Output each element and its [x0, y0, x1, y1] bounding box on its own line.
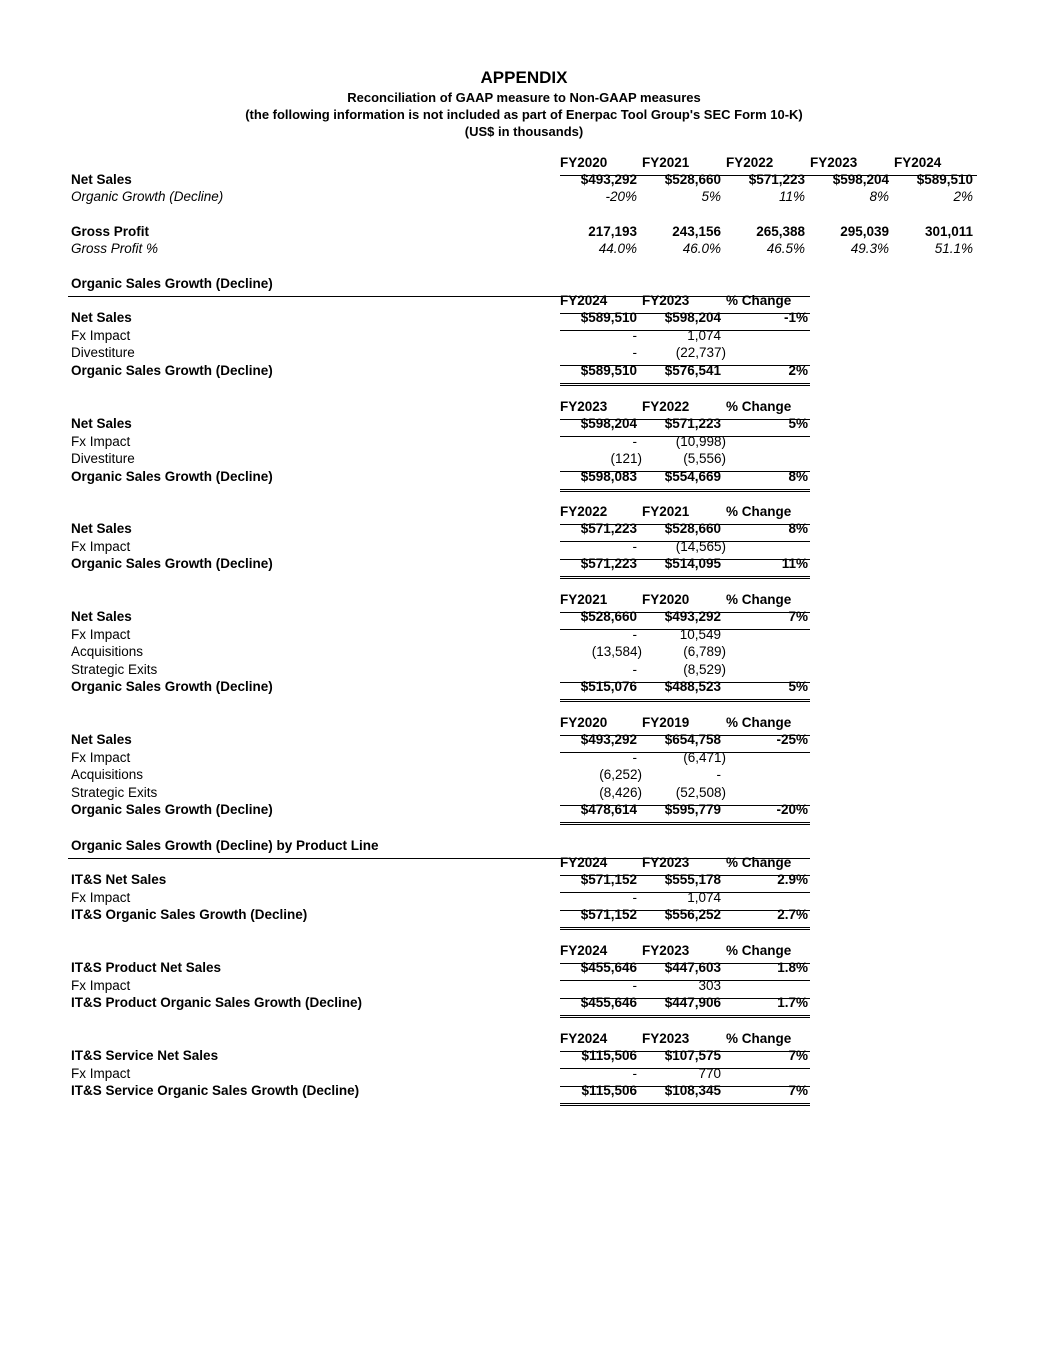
- block-row-label: Divestiture: [71, 451, 135, 467]
- block-row-label: Acquisitions: [71, 644, 144, 660]
- block-cell: 8%: [788, 468, 808, 484]
- block-column-header: FY2022: [642, 399, 690, 414]
- summary-cell: 2%: [953, 189, 973, 204]
- summary-cell: 46.0%: [682, 241, 721, 256]
- block-total-underline: [560, 927, 810, 928]
- block-cell: 7%: [788, 609, 808, 625]
- summary-cell: 217,193: [588, 224, 637, 239]
- block-cell: $455,646: [580, 995, 637, 1011]
- block-cell: $589,510: [580, 362, 637, 378]
- block-total-underline: [560, 1015, 810, 1016]
- block-cell: $555,178: [664, 872, 721, 888]
- block-cell: $595,779: [664, 802, 721, 817]
- block-cell: $515,076: [580, 679, 637, 694]
- block-cell: $571,152: [580, 872, 637, 888]
- summary-cell: 49.3%: [850, 241, 889, 256]
- summary-row-label: Gross Profit %: [71, 241, 159, 256]
- block-cell: 5%: [788, 416, 808, 432]
- block-cell: $493,292: [580, 732, 637, 748]
- block-row-label: IT&S Net Sales: [71, 872, 167, 888]
- block-cell: (6,252): [599, 767, 642, 783]
- block-cell: (8,426): [599, 784, 642, 800]
- block-column-header: % Change: [726, 1031, 792, 1046]
- block-cell: 2.7%: [777, 907, 808, 923]
- block-total-double-underline: [560, 385, 810, 386]
- block-cell: $571,223: [580, 521, 637, 537]
- block-total-underline: [560, 1103, 810, 1104]
- block-row-label: Fx Impact: [71, 327, 131, 343]
- block-row-label: Fx Impact: [71, 433, 131, 449]
- block-column-header: FY2023: [642, 293, 690, 308]
- block-cell: (121): [610, 451, 642, 467]
- block-cell: (13,584): [591, 644, 642, 660]
- block-cell: -: [632, 345, 637, 361]
- block-row-label: Organic Sales Growth (Decline): [71, 362, 273, 378]
- summary-cell: 46.5%: [766, 241, 805, 256]
- block-total-double-underline: [560, 929, 810, 930]
- block-cell: (52,508): [675, 784, 726, 800]
- summary-year-header: FY2024: [894, 155, 942, 170]
- block-cell: 8%: [788, 521, 808, 537]
- block-column-header: FY2023: [642, 943, 690, 958]
- block-cell: -: [632, 538, 637, 554]
- block-cell: 1,074: [687, 889, 721, 905]
- block-row-label: Divestiture: [71, 345, 135, 361]
- summary-year-header: FY2020: [560, 155, 608, 170]
- block-column-header: FY2024: [560, 293, 608, 308]
- block-cell: $488,523: [664, 679, 721, 694]
- block-row-label: Organic Sales Growth (Decline): [71, 556, 273, 572]
- page-title: APPENDIX: [480, 68, 568, 87]
- block-column-header: FY2021: [560, 592, 608, 607]
- block-column-header: FY2021: [642, 504, 690, 519]
- block-total-underline: [560, 576, 810, 577]
- block-cell: 1.8%: [777, 960, 808, 976]
- block-cell: -20%: [776, 802, 808, 817]
- block-column-header: FY2020: [642, 592, 690, 607]
- block-cell: $115,506: [581, 1048, 637, 1064]
- block-cell: $108,345: [664, 1083, 721, 1099]
- block-cell: 303: [698, 977, 721, 993]
- block-total-double-underline: [560, 701, 810, 702]
- block-cell: $107,575: [664, 1048, 721, 1064]
- block-cell: $115,506: [581, 1083, 637, 1099]
- summary-cell: -20%: [605, 189, 637, 204]
- block-column-header: FY2020: [560, 715, 608, 730]
- block-cell: $493,292: [664, 609, 721, 625]
- block-cell: (6,789): [683, 644, 726, 660]
- block-cell: $514,095: [664, 556, 721, 572]
- block-row-label: Net Sales: [71, 521, 132, 537]
- block-column-header: % Change: [726, 592, 792, 607]
- page-units: (US$ in thousands): [464, 124, 584, 139]
- block-cell: (10,998): [675, 433, 726, 449]
- summary-cell: 11%: [778, 189, 805, 204]
- block-cell: 5%: [788, 679, 808, 694]
- block-cell: -1%: [783, 310, 808, 326]
- block-total-underline: [560, 822, 810, 823]
- block-cell: $554,669: [664, 468, 721, 484]
- block-cell: $528,660: [580, 609, 637, 625]
- block-cell: 2.9%: [777, 872, 808, 888]
- block-column-header: FY2023: [642, 855, 690, 870]
- block-cell: 770: [698, 1065, 721, 1081]
- summary-cell: $589,510: [916, 172, 973, 187]
- block-cell: -: [632, 1065, 637, 1081]
- block-cell: $598,204: [580, 416, 637, 432]
- block-row-label: IT&S Organic Sales Growth (Decline): [71, 907, 308, 923]
- block-cell: 2%: [788, 362, 808, 378]
- block-cell: $589,510: [580, 310, 637, 326]
- block-row-label: Organic Sales Growth (Decline): [71, 468, 273, 484]
- block-cell: -: [632, 661, 637, 677]
- block-cell: 1.7%: [777, 995, 808, 1011]
- block-cell: 1,074: [687, 327, 721, 343]
- block-cell: -: [632, 433, 637, 449]
- block-cell: -: [632, 626, 637, 642]
- summary-row-label: Organic Growth (Decline): [71, 189, 224, 204]
- block-column-header: % Change: [726, 399, 792, 414]
- summary-cell: $571,223: [748, 172, 805, 187]
- block-cell: $447,603: [664, 960, 721, 976]
- block-cell: (14,565): [675, 538, 726, 554]
- block-column-header: % Change: [726, 504, 792, 519]
- block-total-double-underline: [560, 824, 810, 825]
- block-row-label: Fx Impact: [71, 538, 131, 554]
- block-column-header: % Change: [726, 943, 792, 958]
- block-row-label: Net Sales: [71, 310, 132, 326]
- block-row-label: Fx Impact: [71, 977, 131, 993]
- summary-row-label: Gross Profit: [71, 224, 150, 239]
- block-cell: -: [632, 327, 637, 343]
- block-total-double-underline: [560, 1105, 810, 1106]
- summary-cell: 51.1%: [934, 241, 973, 256]
- block-cell: $571,152: [580, 907, 637, 923]
- block-row-label: Net Sales: [71, 732, 132, 748]
- summary-cell: $528,660: [664, 172, 721, 187]
- block-cell: (6,471): [683, 749, 726, 765]
- summary-cell: $493,292: [580, 172, 637, 187]
- summary-year-header: FY2022: [726, 155, 774, 170]
- block-row-label: Fx Impact: [71, 626, 131, 642]
- block-total-double-underline: [560, 578, 810, 579]
- block-cell: $528,660: [664, 521, 721, 537]
- block-cell: -: [632, 749, 637, 765]
- section-title-organic: Organic Sales Growth (Decline): [71, 276, 273, 291]
- summary-year-header: FY2021: [642, 155, 690, 170]
- block-column-header: FY2024: [560, 1031, 608, 1046]
- summary-cell: $598,204: [832, 172, 889, 187]
- block-cell: $598,204: [664, 310, 721, 326]
- block-row-label: Strategic Exits: [71, 661, 158, 677]
- block-total-underline: [560, 383, 810, 384]
- block-cell: $576,541: [664, 362, 721, 378]
- summary-cell: 295,039: [840, 224, 889, 239]
- block-cell: $654,758: [664, 732, 721, 748]
- block-column-header: FY2024: [560, 943, 608, 958]
- block-column-header: % Change: [726, 293, 792, 308]
- block-cell: -: [716, 767, 721, 783]
- block-column-header: % Change: [726, 715, 792, 730]
- block-cell: $478,614: [580, 802, 637, 817]
- block-cell: $571,223: [664, 416, 721, 432]
- block-row-label: IT&S Service Organic Sales Growth (Decline): [71, 1083, 360, 1099]
- block-column-header: FY2024: [560, 855, 608, 870]
- block-row-label: IT&S Service Net Sales: [71, 1048, 219, 1064]
- page-subtitle: Reconciliation of GAAP measure to Non-GAAP measures: [347, 90, 701, 105]
- block-row-label: Strategic Exits: [71, 784, 158, 800]
- summary-cell: 44.0%: [598, 241, 637, 256]
- summary-cell: 265,388: [756, 224, 805, 239]
- block-row-label: Acquisitions: [71, 767, 144, 783]
- block-row-label: Fx Impact: [71, 749, 131, 765]
- block-cell: $571,223: [580, 556, 637, 572]
- block-column-header: FY2023: [642, 1031, 690, 1046]
- block-cell: 11%: [781, 556, 808, 572]
- summary-cell: 5%: [701, 189, 721, 204]
- block-cell: $556,252: [664, 907, 721, 923]
- summary-row-label: Net Sales: [71, 172, 132, 187]
- section-title-product-line: Organic Sales Growth (Decline) by Product Line: [71, 838, 379, 853]
- block-cell: $447,906: [664, 995, 721, 1011]
- block-cell: 7%: [788, 1083, 808, 1099]
- block-cell: (8,529): [683, 661, 726, 677]
- block-cell: -25%: [776, 732, 808, 748]
- summary-year-header: FY2023: [810, 155, 858, 170]
- block-column-header: % Change: [726, 855, 792, 870]
- block-total-double-underline: [560, 1017, 810, 1018]
- block-total-double-underline: [560, 491, 810, 492]
- block-row-label: IT&S Product Net Sales: [71, 960, 222, 976]
- block-row-label: Organic Sales Growth (Decline): [71, 802, 273, 817]
- block-cell: -: [632, 977, 637, 993]
- block-row-label: Net Sales: [71, 609, 132, 625]
- block-column-header: FY2022: [560, 504, 608, 519]
- block-total-underline: [560, 699, 810, 700]
- block-cell: 7%: [788, 1048, 808, 1064]
- block-column-header: FY2023: [560, 399, 608, 414]
- block-row-label: Net Sales: [71, 416, 132, 432]
- summary-cell: 8%: [869, 189, 889, 204]
- block-total-underline: [560, 489, 810, 490]
- page-note: (the following information is not included as part of Enerpac Tool Group's SEC Form 10-K): [245, 107, 803, 122]
- summary-cell: 243,156: [672, 224, 721, 239]
- block-row-label: Fx Impact: [71, 889, 131, 905]
- block-cell: $598,083: [580, 468, 637, 484]
- summary-cell: 301,011: [924, 224, 973, 239]
- block-cell: (22,737): [675, 345, 726, 361]
- block-row-label: Fx Impact: [71, 1065, 131, 1081]
- block-cell: (5,556): [683, 451, 726, 467]
- block-row-label: IT&S Product Organic Sales Growth (Decline): [71, 995, 363, 1011]
- block-row-label: Organic Sales Growth (Decline): [71, 679, 273, 694]
- block-cell: 10,549: [679, 626, 721, 642]
- block-column-header: FY2019: [642, 715, 690, 730]
- block-cell: -: [632, 889, 637, 905]
- block-cell: $455,646: [580, 960, 637, 976]
